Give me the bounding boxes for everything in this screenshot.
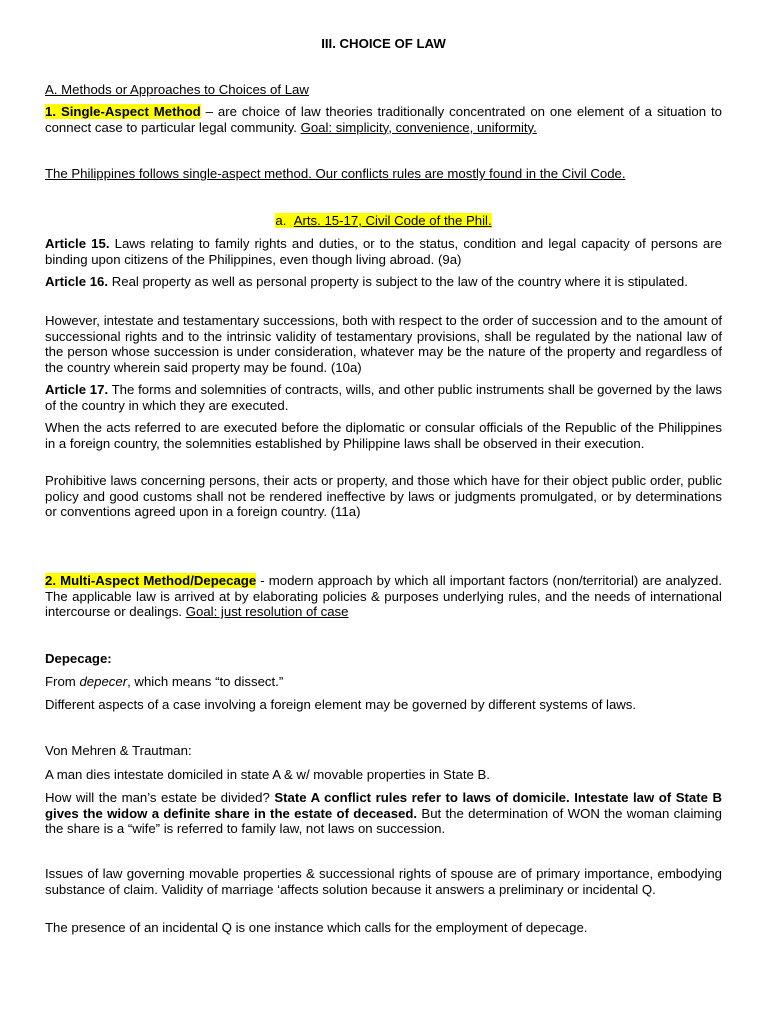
multi-aspect-paragraph xyxy=(45,573,722,620)
issues-paragraph-text: Issues of law governing movable properties & successional rights of spouse are of primary importance, embodying substance of claim. Validity of marriage ‘affects solution because it answers a preliminary or incidental Q. xyxy=(45,866,722,897)
page-title-text: III. CHOICE OF LAW xyxy=(321,36,446,51)
article-17-paragraph-3 xyxy=(45,473,722,520)
depecage-heading xyxy=(45,651,722,667)
single-aspect-goal: Goal: simplicity, convenience, uniformity. xyxy=(300,119,537,135)
depecage-etymology xyxy=(45,674,722,690)
depecage-from-prefix: From xyxy=(45,674,80,689)
article-17-paragraph-2 xyxy=(45,420,722,451)
incidental-paragraph-text: The presence of an incidental Q is one instance which calls for the employment of depecage. xyxy=(45,920,588,935)
subheading-arts-15-17 xyxy=(45,213,722,229)
philippines-note-text: The Philippines follows single-aspect method. Our conflicts rules are mostly found in the Civil Code. xyxy=(45,166,626,181)
article-16-label: Article 16. xyxy=(45,274,109,289)
depecage-definition-text: Different aspects of a case involving a foreign element may be governed by different systems of laws. xyxy=(45,697,637,712)
single-aspect-text: – are choice of law theories traditionally concentrated on one element of a situation to connect case to particular legal community. xyxy=(45,104,723,135)
article-17-text: The forms and solemnities of contracts, wills, and other public instruments shall be governed by the laws of the country in which they are executed. xyxy=(45,382,722,413)
von-mehren-question xyxy=(45,790,722,837)
article-16-paragraph-2 xyxy=(45,313,722,375)
von-mehren-heading xyxy=(45,743,722,759)
article-17-paragraph-3-text: Prohibitive laws concerning persons, their acts or property, and those which have for their object public order, public policy and good customs shall not be rendered ineffective by laws or judgments promulgated, or by determinations or conventions agreed upon in a foreign country. (11a) xyxy=(45,473,722,520)
depecage-from-word: depecer xyxy=(79,674,128,689)
subheading-text: Arts. 15-17, Civil Code of the Phil. xyxy=(293,213,492,228)
philippines-note xyxy=(45,166,722,182)
article-17-paragraph-2-text: When the acts referred to are executed before the diplomatic or consular officials of the Republic of the Philippines in a foreign country, the solemnities established by Philippine laws shall be observed in their execution. xyxy=(45,420,722,451)
single-aspect-paragraph xyxy=(45,104,722,135)
multi-aspect-goal: Goal: just resolution of case xyxy=(185,604,349,620)
article-17-label: Article 17. xyxy=(45,382,109,397)
single-aspect-heading: 1. Single-Aspect Method xyxy=(45,104,201,119)
section-a-heading xyxy=(45,82,722,98)
subheading-marker: a. xyxy=(275,213,287,228)
article-15 xyxy=(45,236,722,267)
incidental-paragraph xyxy=(45,920,722,936)
multi-aspect-text: - modern approach by which all important factors (non/territorial) are analyzed. The applicable law is arrived at by elaborating policies & purposes underlying rules, and the needs of international intercourse or dealings. xyxy=(45,573,722,620)
von-mehren-bold-answer: State A conflict rules refer to laws of domicile. Intestate law of State B gives the widow a definite share in the estate of deceased. xyxy=(45,790,722,821)
article-16-paragraph-2-text: However, intestate and testamentary successions, both with respect to the order of succession and to the amount of successional rights and to the intrinsic validity of testamentary provisions, shall be regulated by the national law of the person whose succession is under consideration, whatever may be the nature of the property and regardless of the country wherein said property may be found. (10a) xyxy=(45,313,722,375)
multi-aspect-heading: 2. Multi-Aspect Method/Depecage xyxy=(45,573,257,588)
article-15-label: Article 15. xyxy=(45,236,110,251)
issues-paragraph xyxy=(45,866,722,897)
von-mehren-example xyxy=(45,767,722,783)
article-17 xyxy=(45,382,722,413)
von-mehren-heading-text: Von Mehren & Trautman: xyxy=(45,743,192,758)
von-mehren-question-text: How will the man’s estate be divided? xyxy=(45,790,275,805)
depecage-from-suffix: , which means “to dissect.” xyxy=(127,674,284,689)
von-mehren-rest: But the determination of WON the woman claiming the share is a “wife” is referred to family law, not laws on succession. xyxy=(45,805,722,837)
depecage-heading-text: Depecage: xyxy=(45,651,112,666)
section-a-heading-text: A. Methods or Approaches to Choices of Law xyxy=(45,82,309,97)
article-15-text: Laws relating to family rights and duties, or to the status, condition and legal capacity of persons are binding upon citizens of the Philippines, even though living abroad. (9a) xyxy=(45,236,722,267)
article-16-text: Real property as well as personal property is subject to the law of the country where it is stipulated. xyxy=(108,274,688,289)
article-16 xyxy=(45,274,722,290)
page-title xyxy=(45,36,722,52)
von-mehren-example-text: A man dies intestate domiciled in state A & w/ movable properties in State B. xyxy=(45,767,490,782)
depecage-definition xyxy=(45,697,722,713)
